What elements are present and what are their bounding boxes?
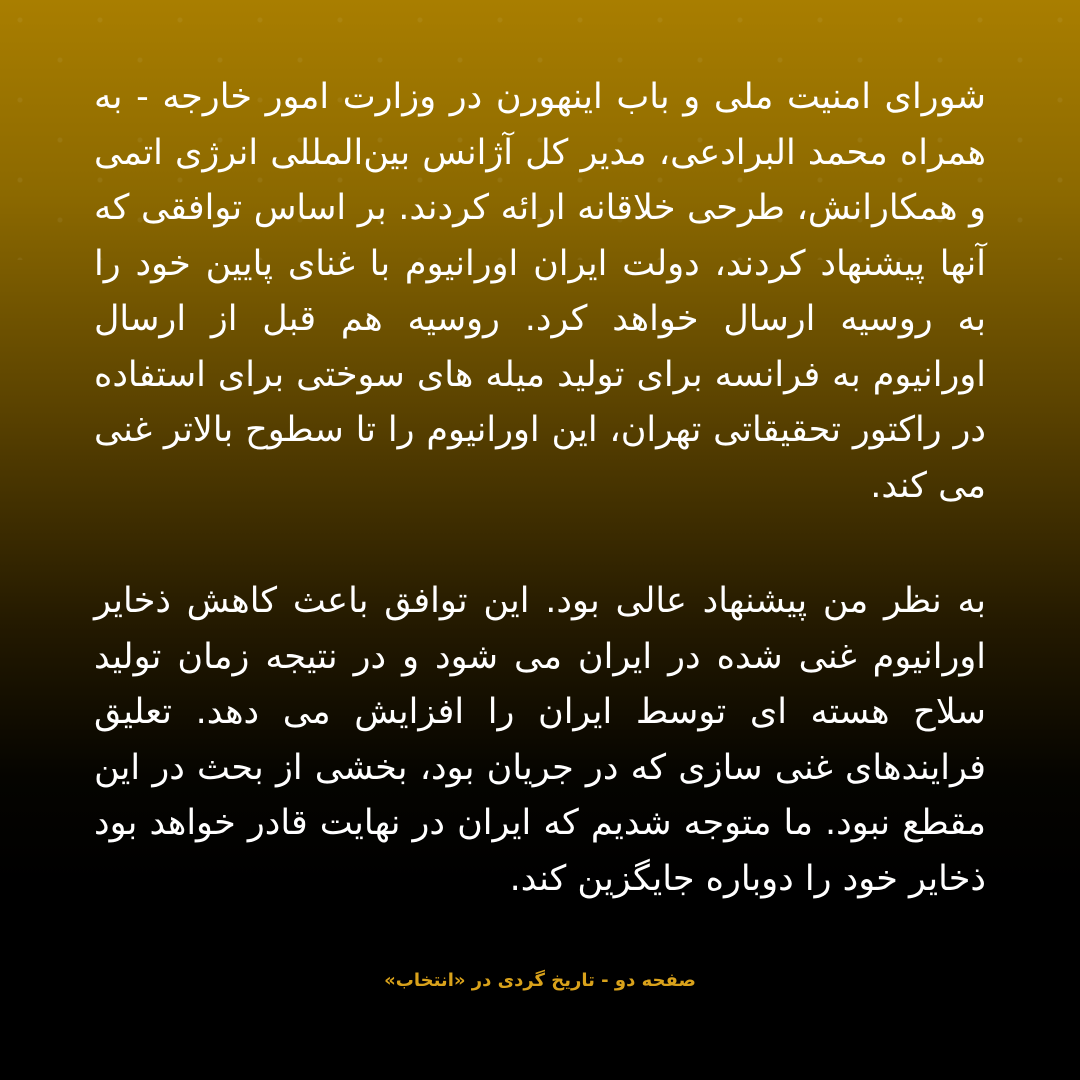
body-paragraph-1: شورای امنیت ملی و باب اینهورن در وزارت امور خارجه - به همراه محمد البرادعی، مدیر کل آژانس بین‌المللی انرژی اتمی و همکارانش، طرحی خلاقانه ارائه کردند. بر اساس توافقی که آنها پیشنهاد کردند، دولت ایران اورانیوم با غنای پایین خود را به روسیه ارسال خواهد کرد. روسیه هم قبل از ارسال اورانیوم به فرانسه برای تولید میله های سوختی برای استفاده در راکتور تحقیقاتی تهران، این اورانیوم را تا سطوح بالاتر غنی می کند. [94, 77, 986, 506]
footer-caption: صفحه دو - تاریخ گردی در «انتخاب» [384, 970, 696, 991]
article-body [94, 70, 986, 907]
body-paragraph-2: به نظر من پیشنهاد عالی بود. این توافق باعث کاهش ذخایر اورانیوم غنی شده در ایران می شود و در نتیجه زمان تولید سلاح هسته ای توسط ایران را افزایش می دهد. تعلیق فرایندهای غنی سازی که در جریان بود، بخشی از بحث در این مقطع نبود. ما متوجه شدیم که ایران در نهایت قادر خواهد بود ذخایر خود را دوباره جایگزین کند. [94, 581, 986, 899]
